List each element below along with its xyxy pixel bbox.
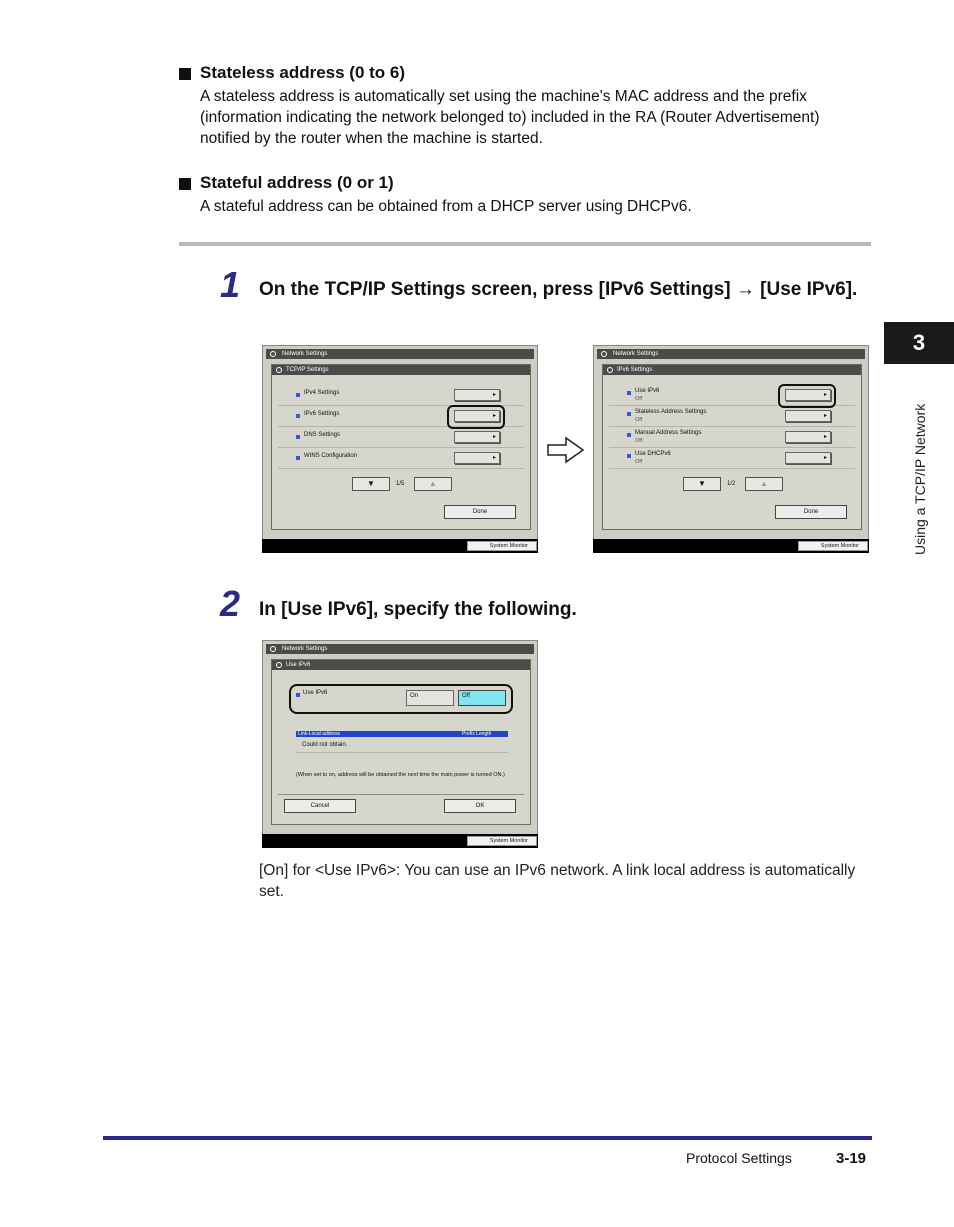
cancel-button[interactable]: Cancel <box>284 799 356 813</box>
heading-bullet <box>179 178 191 190</box>
chapter-title-vertical: Using a TCP/IP Network <box>912 403 928 555</box>
status-text: Could not obtain. <box>302 742 348 748</box>
bullet-icon <box>627 412 631 416</box>
system-monitor-button[interactable]: System Monitor <box>467 836 537 846</box>
panel-title: Use IPv6 <box>272 660 530 670</box>
heading-bullet <box>179 68 191 80</box>
footer-rule <box>103 1136 872 1140</box>
done-button[interactable]: Done <box>775 505 847 519</box>
system-monitor-button[interactable]: System Monitor <box>798 541 868 551</box>
screen-use-ipv6 <box>262 640 538 848</box>
item-button[interactable] <box>454 431 500 443</box>
bullet-icon <box>627 454 631 458</box>
explanation-note: [On] for <Use IPv6>: You can use an IPv6 network. A link local address is automatically set. <box>259 862 856 900</box>
highlight-frame <box>289 684 513 714</box>
item-button[interactable] <box>785 431 831 443</box>
info-note: (When set to on, address will be obtained the next time the main power is turned ON.) <box>296 772 505 778</box>
section-divider <box>179 242 871 246</box>
gear-icon <box>270 351 276 357</box>
step-text-1: On the TCP/IP Settings screen, press [IPv6 Settings] → [Use IPv6]. <box>259 279 858 300</box>
list-item[interactable]: Use DHCPv6 Off ▸ <box>609 448 855 469</box>
status-bar <box>262 834 538 848</box>
page-up-button[interactable]: ▲ <box>745 477 783 491</box>
highlight-frame <box>778 384 836 408</box>
section-body-stateful: A stateful address can be obtained from a DHCP server using DHCPv6. <box>200 198 692 215</box>
row-divider <box>296 752 508 753</box>
bullet-icon <box>627 391 631 395</box>
ok-button[interactable]: OK <box>444 799 516 813</box>
step-text-2: In [Use IPv6], specify the following. <box>259 599 577 620</box>
panel-title: TCP/IP Settings <box>272 365 530 375</box>
list-item[interactable]: Manual Address Settings Off ▸ <box>609 427 855 448</box>
gear-icon <box>270 646 276 652</box>
window-title: Network Settings <box>266 349 534 359</box>
table-header <box>296 731 508 737</box>
chapter-tab <box>884 322 954 364</box>
panel <box>271 364 531 530</box>
list-item[interactable]: IPv6 Settings ▸ <box>278 406 524 427</box>
list-item[interactable]: Use IPv6 Off ▸ <box>609 385 855 406</box>
page-down-button[interactable]: ▼ <box>683 477 721 491</box>
item-button[interactable] <box>454 389 500 401</box>
gear-icon <box>607 367 613 373</box>
bullet-icon <box>296 435 300 439</box>
page-indicator: 1/2 <box>727 481 736 487</box>
window-title: Network Settings <box>597 349 865 359</box>
item-button[interactable] <box>785 410 831 422</box>
item-button[interactable] <box>454 452 500 464</box>
step-number-2: 2 <box>220 583 241 624</box>
section-body-stateless: A stateless address is automatically set using the machine's MAC address and the prefix (information indicating the network belonged to) included in the RA (Router Advertisement) notified by the router when the machine is started. <box>200 88 820 147</box>
window-title: Network Settings <box>266 644 534 654</box>
page-up-button[interactable]: ▲ <box>414 477 452 491</box>
bullet-icon <box>627 433 631 437</box>
panel-title: IPv6 Settings <box>603 365 861 375</box>
page-number: 3-19 <box>836 1150 867 1167</box>
status-bar <box>593 539 869 553</box>
gear-icon <box>276 662 282 668</box>
bullet-icon <box>296 456 300 460</box>
gear-icon <box>276 367 282 373</box>
list-item[interactable]: DNS Settings ▸ <box>278 427 524 448</box>
system-monitor-button[interactable]: System Monitor <box>467 541 537 551</box>
status-bar <box>262 539 538 553</box>
screen-ipv6-settings <box>593 345 869 553</box>
list-item[interactable]: IPv4 Settings ▸ <box>278 385 524 406</box>
section-heading-stateful: Stateful address (0 or 1) <box>200 173 394 192</box>
gear-icon <box>601 351 607 357</box>
page-down-button[interactable]: ▼ <box>352 477 390 491</box>
bottom-divider <box>278 794 524 795</box>
bullet-icon <box>296 393 300 397</box>
footer-section: Protocol Settings <box>686 1150 792 1166</box>
arrow-right-icon <box>546 435 586 465</box>
link-local-header: Link-Local address <box>298 731 340 737</box>
step-number-1: 1 <box>220 264 241 305</box>
done-button[interactable]: Done <box>444 505 516 519</box>
prefix-length-header: Prefix Length <box>462 731 492 737</box>
item-button[interactable] <box>785 452 831 464</box>
off-button[interactable]: Off <box>458 690 506 706</box>
section-heading-stateless: Stateless address (0 to 6) <box>200 63 406 82</box>
highlight-frame <box>447 405 505 429</box>
list-item[interactable]: WINS Configuration ▸ <box>278 448 524 469</box>
on-button[interactable]: On <box>406 690 454 706</box>
use-ipv6-label: Use IPv6 <box>303 690 328 696</box>
chapter-number: 3 <box>912 330 926 355</box>
bullet-icon <box>296 414 300 418</box>
page-indicator: 1/5 <box>396 481 405 487</box>
list-item[interactable]: Stateless Address Settings Off ▸ <box>609 406 855 427</box>
screen-tcpip-settings <box>262 345 538 553</box>
